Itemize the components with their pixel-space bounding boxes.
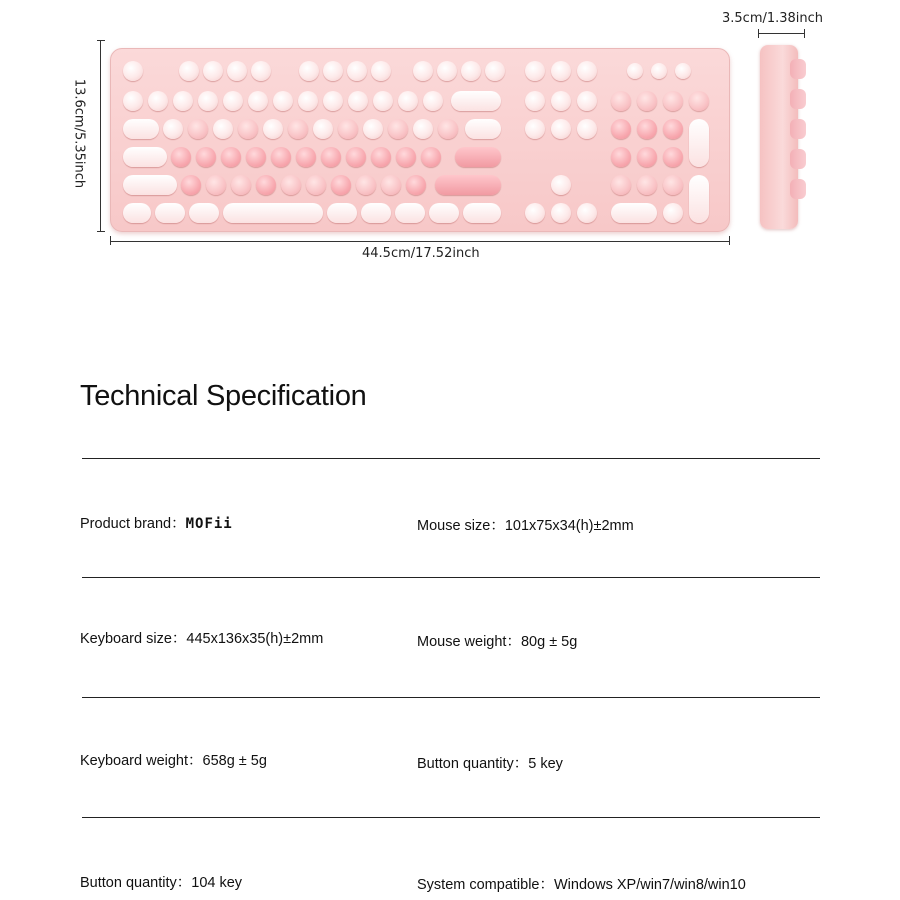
wide-keycap (395, 203, 425, 223)
spec-value: 80g ± 5g (520, 634, 578, 650)
wide-keycap (611, 203, 657, 223)
wide-keycap (189, 203, 219, 223)
keycap (525, 61, 545, 81)
keycap (371, 61, 391, 81)
keycap (313, 119, 333, 139)
spec-label: Keyboard weight： (80, 753, 203, 769)
spec-value: 104 key (191, 875, 243, 891)
height-dimension-cap-bottom (97, 231, 105, 232)
spec-mouse-button-quantity (417, 752, 563, 773)
spec-label: Keyboard size： (80, 631, 187, 647)
side-keycap (790, 149, 806, 169)
keycap (651, 63, 667, 79)
keycap (461, 61, 481, 81)
keycap (203, 61, 223, 81)
keycap (398, 91, 418, 111)
divider (82, 817, 820, 818)
side-keycap (790, 119, 806, 139)
keycap (346, 147, 366, 167)
width-dimension-cap-right (729, 236, 730, 245)
spec-mouse-weight (417, 630, 577, 651)
keycap (231, 175, 251, 195)
keycap (321, 147, 341, 167)
keycap (296, 147, 316, 167)
keycap (437, 61, 457, 81)
keycap (188, 119, 208, 139)
keycap (271, 147, 291, 167)
keycap (689, 91, 709, 111)
keycap (179, 61, 199, 81)
keycap (263, 119, 283, 139)
keycap (663, 91, 683, 111)
keycap (281, 175, 301, 195)
keycap (551, 91, 571, 111)
depth-dimension-cap-right (804, 29, 805, 38)
keycap (577, 119, 597, 139)
divider (82, 577, 820, 578)
keyboard-side-view (760, 45, 798, 229)
keycap (238, 119, 258, 139)
keycap (525, 119, 545, 139)
wide-keycap (123, 175, 177, 195)
keycap (406, 175, 426, 195)
keycap (577, 203, 597, 223)
keycap (577, 61, 597, 81)
depth-dimension-label: 3.5cm/1.38inch (722, 11, 824, 26)
keycap (413, 119, 433, 139)
keycap (577, 91, 597, 111)
keycap (196, 147, 216, 167)
keycap (663, 203, 683, 223)
keycap (373, 91, 393, 111)
side-keycap (790, 89, 806, 109)
keycap (246, 147, 266, 167)
keycap (338, 119, 358, 139)
spec-label: Button quantity： (417, 756, 529, 772)
spec-keyboard-weight (80, 749, 267, 770)
wide-keycap (435, 175, 501, 195)
spec-title: Technical Specification (80, 380, 367, 412)
spec-value: 5 key (528, 756, 563, 772)
keycap (421, 147, 441, 167)
keycap (198, 91, 218, 111)
keycap (213, 119, 233, 139)
keycap (306, 175, 326, 195)
keycap (388, 119, 408, 139)
wide-keycap (123, 203, 151, 223)
wide-keycap (429, 203, 459, 223)
keycap (148, 91, 168, 111)
depth-dimension-cap-left (758, 29, 759, 38)
spec-label: System compatible： (417, 877, 554, 893)
keycap (181, 175, 201, 195)
keycap (485, 61, 505, 81)
keycap (663, 175, 683, 195)
wide-keycap (465, 119, 501, 139)
keycap (611, 119, 631, 139)
keycap (273, 91, 293, 111)
keycap (423, 91, 443, 111)
keycap (611, 147, 631, 167)
keycap (223, 91, 243, 111)
keycap (413, 61, 433, 81)
keycap (371, 147, 391, 167)
divider (82, 697, 820, 698)
keycap (637, 119, 657, 139)
width-dimension-cap-left (110, 236, 111, 245)
keycap (248, 91, 268, 111)
keycap (123, 91, 143, 111)
keycap (611, 91, 631, 111)
keycap (637, 91, 657, 111)
keycap (637, 147, 657, 167)
spec-label: Button quantity： (80, 875, 192, 891)
keycap (611, 175, 631, 195)
keycap (206, 175, 226, 195)
spec-value: 101x75x34(h)±2mm (504, 518, 634, 534)
keycap (637, 175, 657, 195)
height-dimension-label: 13.6cm/5.35inch (71, 78, 87, 189)
wide-keycap (361, 203, 391, 223)
wide-keycap (689, 175, 709, 223)
wide-keycap (689, 119, 709, 167)
keycap (173, 91, 193, 111)
keycap (323, 61, 343, 81)
keycap (381, 175, 401, 195)
keycap (663, 147, 683, 167)
keycap (323, 91, 343, 111)
keycap (331, 175, 351, 195)
keycap (551, 175, 571, 195)
wide-keycap (123, 119, 159, 139)
keycap (251, 61, 271, 81)
keycap (288, 119, 308, 139)
spec-value: Windows XP/win7/win8/win10 (554, 877, 746, 893)
wide-keycap (463, 203, 501, 223)
keycap (347, 61, 367, 81)
spec-system-compatible (417, 873, 746, 894)
depth-dimension-line (758, 33, 804, 34)
divider (82, 458, 820, 459)
keycap (627, 63, 643, 79)
height-dimension-cap-top (97, 40, 105, 41)
keycap (356, 175, 376, 195)
keycap (299, 61, 319, 81)
spec-label: Mouse weight： (417, 634, 521, 650)
keyboard-top-view (110, 48, 730, 232)
keycap (551, 119, 571, 139)
spec-label: Mouse size： (417, 518, 505, 534)
spec-keyboard-size (80, 627, 323, 648)
spec-value: 445x136x35(h)±2mm (186, 631, 324, 647)
keycap (123, 61, 143, 81)
keycap (675, 63, 691, 79)
width-dimension-label: 44.5cm/17.52inch (362, 246, 480, 261)
wide-keycap (451, 91, 501, 111)
wide-keycap (223, 203, 323, 223)
keycap (227, 61, 247, 81)
spec-mouse-size (417, 514, 634, 535)
keycap (298, 91, 318, 111)
wide-keycap (327, 203, 357, 223)
side-keycap (790, 59, 806, 79)
keycap (551, 203, 571, 223)
spec-product-brand (80, 512, 233, 533)
keycap (163, 119, 183, 139)
wide-keycap (455, 147, 501, 167)
product-image (0, 0, 900, 270)
brand-logo: MOFii (185, 516, 233, 532)
spec-keyboard-button-quantity (80, 871, 242, 892)
keycap (438, 119, 458, 139)
keycap (663, 119, 683, 139)
keycap (363, 119, 383, 139)
height-dimension-line (100, 40, 101, 232)
keycap (551, 61, 571, 81)
wide-keycap (123, 147, 167, 167)
spec-label: Product brand： (80, 516, 186, 532)
keycap (396, 147, 416, 167)
keycap (348, 91, 368, 111)
keycap (525, 203, 545, 223)
keycap (525, 91, 545, 111)
spec-value: 658g ± 5g (202, 753, 267, 769)
keycap (221, 147, 241, 167)
keycap (256, 175, 276, 195)
keycap (171, 147, 191, 167)
wide-keycap (155, 203, 185, 223)
width-dimension-line (110, 241, 730, 242)
side-keycap (790, 179, 806, 199)
